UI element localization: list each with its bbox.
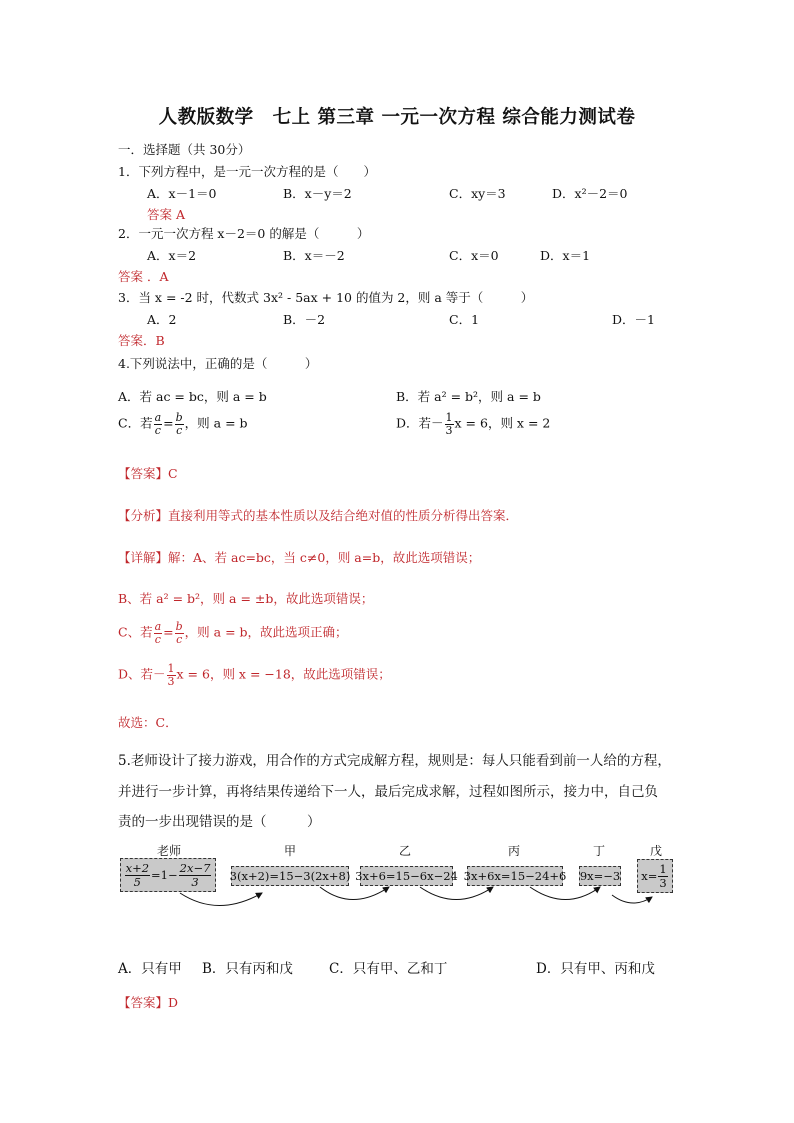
q2-stem: 2．一元一次方程 x－2＝0 的解是（ ）	[118, 226, 370, 241]
denominator: 5	[133, 874, 141, 889]
q3-option-a: A．2	[147, 312, 177, 327]
x-equals: x=	[641, 869, 658, 883]
box-bing: 3x+6x=15−24+6	[467, 866, 563, 886]
q4-analysis: 【分析】直接利用等式的基本性质以及结合绝对值的性质分析得出答案．	[118, 508, 519, 523]
numerator: 1	[659, 862, 667, 877]
q1-option-a: A．x－1＝0	[147, 186, 217, 201]
q5-option-b: B．只有丙和戊	[202, 961, 293, 977]
label-ding: 丁	[593, 844, 606, 858]
label-jia: 甲	[284, 844, 297, 858]
numerator: 1	[445, 411, 453, 424]
q2-option-c: C．x＝0	[449, 248, 499, 263]
box-jia: 3(x+2)=15−3(2x+8)	[231, 866, 349, 886]
equals-one-minus: =1−	[151, 868, 178, 882]
q1-answer: 答案 A	[147, 207, 186, 222]
q5-stem-line3: 责的一步出现错误的是（ ）	[118, 814, 321, 830]
q1-option-b: B．x－y＝2	[283, 186, 352, 201]
numerator: b	[175, 411, 183, 424]
detail-c-prefix: C、若	[118, 624, 153, 640]
q4-c-prefix: C．若	[118, 415, 153, 431]
q4-option-a: A．若 ac = bc，则 a = b	[118, 389, 267, 404]
q4-conclusion: 故选：C．	[118, 715, 178, 730]
q2-answer: 答案 ．A	[118, 269, 169, 284]
equals: =	[163, 624, 174, 640]
q2-option-d: D．x＝1	[540, 248, 591, 263]
q5-stem-line2: 并进行一步计算，再将结果传递给下一人，最后完成求解，过程如图所示，接力中，自己负	[118, 784, 658, 800]
q4-stem: 4.下列说法中，正确的是（ ）	[118, 356, 318, 371]
q4-c-suffix: ，则 a = b	[184, 415, 248, 431]
q5-answer: 【答案】D	[118, 995, 179, 1010]
q1-option-d: D．x²－2＝0	[552, 186, 628, 201]
q2-option-b: B．x＝－2	[283, 248, 345, 263]
q4-d-prefix: D．若－	[396, 415, 444, 431]
q4-answer: 【答案】C	[118, 466, 178, 481]
section-heading: 一．选择题（共 30分）	[118, 142, 251, 157]
q5-stem-line1: 5.老师设计了接力游戏，用合作的方式完成解方程，规则是：每人只能看到前一人给的方程，	[118, 753, 671, 769]
detail-c-suffix: ，则 a = b，故此选项正确；	[184, 624, 348, 640]
q3-option-b: B．－2	[283, 312, 326, 327]
equals: =	[163, 415, 174, 431]
denominator: 3	[191, 874, 199, 889]
q4-detail: 【详解】解：A、若 ac=bc，当 c≠0，则 a=b，故此选项错误；	[118, 550, 481, 565]
numerator: 2x−7	[179, 861, 211, 876]
numerator: x+2	[125, 861, 150, 876]
arrow-bing-to-ding	[530, 887, 600, 900]
q4-option-b: B．若 a² = b²，则 a = b	[396, 389, 541, 404]
q5-option-c: C．只有甲、乙和丁	[329, 961, 448, 977]
q3-option-c: C．1	[449, 312, 480, 327]
arrow-ding-to-wu	[612, 895, 652, 903]
arrow-yi-to-bing	[420, 887, 493, 900]
q3-stem: 3．当 x = -2 时，代数式 3x² - 5ax + 10 的值为 2，则 a 等于（ ）	[118, 290, 534, 305]
denominator: c	[154, 632, 161, 646]
label-bing: 丙	[508, 844, 521, 858]
label-yi: 乙	[399, 844, 412, 858]
q4-detail-b: B、若 a² = b²，则 a = ±b，故此选项错误；	[118, 591, 374, 606]
q4-d-suffix: x = 6，则 x = 2	[454, 415, 551, 431]
denominator: c	[176, 632, 183, 646]
detail-d-suffix: x = 6，则 x = −18，故此选项错误；	[176, 666, 391, 682]
q3-option-d: D．－1	[612, 312, 655, 327]
numerator: a	[154, 620, 162, 633]
label-teacher: 老师	[157, 844, 182, 858]
detail-d-prefix: D、若－	[118, 666, 166, 682]
arrow-jia-to-yi	[320, 887, 389, 900]
arrow-teacher-to-jia	[180, 893, 262, 906]
q5-option-a: A．只有甲	[118, 961, 182, 977]
label-wu: 戊	[650, 844, 663, 858]
denominator: 3	[445, 423, 453, 437]
denominator: c	[154, 423, 161, 437]
denominator: 3	[659, 875, 667, 890]
box-ding: 9x=−3	[579, 866, 621, 886]
numerator: 1	[167, 662, 175, 675]
q1-option-c: C．xy＝3	[449, 186, 506, 201]
q5-option-d: D．只有甲、丙和戊	[536, 961, 655, 977]
numerator: a	[154, 411, 162, 424]
page-title: 人教版数学 七上 第三章 一元一次方程 综合能力测试卷	[158, 107, 636, 128]
q1-stem: 1．下列方程中，是一元一次方程的是（ ）	[118, 164, 376, 179]
q2-option-a: A．x＝2	[147, 248, 197, 263]
denominator: 3	[167, 674, 175, 688]
numerator: b	[175, 620, 183, 633]
box-yi: 3x+6=15−6x−24	[360, 866, 453, 886]
denominator: c	[176, 423, 183, 437]
q3-answer: 答案．B	[118, 333, 165, 348]
